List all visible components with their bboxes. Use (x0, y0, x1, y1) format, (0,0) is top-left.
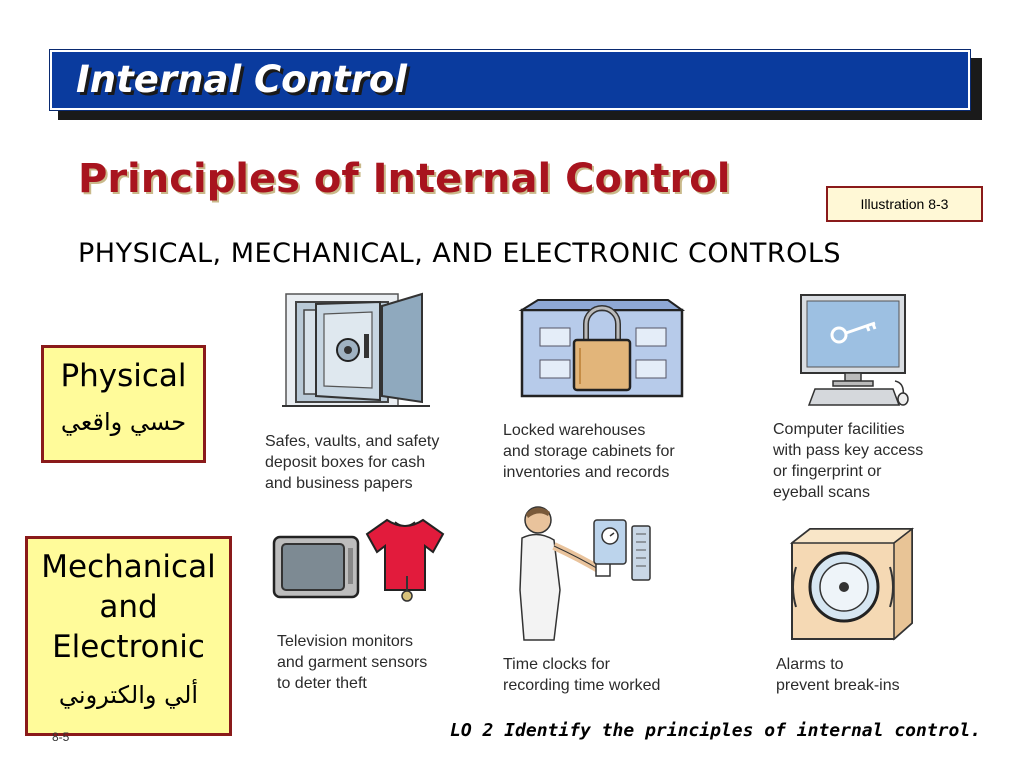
category-arabic: حسي واقعي (60, 408, 187, 436)
learning-objective-footer: LO 2 Identify the principles of internal control. (450, 720, 982, 741)
section-heading: PHYSICAL, MECHANICAL, AND ELECTRONIC CONTROLS (78, 238, 842, 269)
alarms-caption: Alarms to prevent break-ins (776, 656, 900, 694)
time-clock-icon (510, 500, 660, 648)
safe-vault-icon (282, 292, 432, 410)
mechanical-category-box (25, 536, 232, 736)
timeclocks-caption: Time clocks for recording time worked (503, 656, 661, 694)
category-english: Physical (60, 358, 187, 394)
category-english: Mechanical and Electronic (41, 549, 216, 665)
title-banner (50, 50, 970, 110)
computer-caption: Computer facilities with pass key access or fingerprint or eyeball scans (773, 421, 924, 501)
physical-category-box (41, 345, 206, 463)
slide-title: Internal Control (76, 58, 407, 101)
tv-monitor-icon (271, 534, 361, 600)
safes-caption: Safes, vaults, and safety deposit boxes for cash and business papers (265, 433, 440, 492)
alarm-bell-icon (786, 527, 916, 641)
warehouses-caption: Locked warehouses and storage cabinets for inventories and records (503, 422, 675, 481)
garment-sensor-icon (365, 516, 445, 604)
category-arabic: ألي والكتروني (58, 681, 199, 709)
locked-warehouse-icon (518, 298, 688, 400)
television-caption: Television monitors and garment sensors to deter theft (277, 633, 428, 692)
illustration-label: Illustration 8-3 (826, 186, 983, 222)
computer-key-icon (795, 293, 915, 411)
slide-subtitle: Principles of Internal Control (78, 156, 731, 202)
page-number: 8-5 (52, 730, 70, 744)
